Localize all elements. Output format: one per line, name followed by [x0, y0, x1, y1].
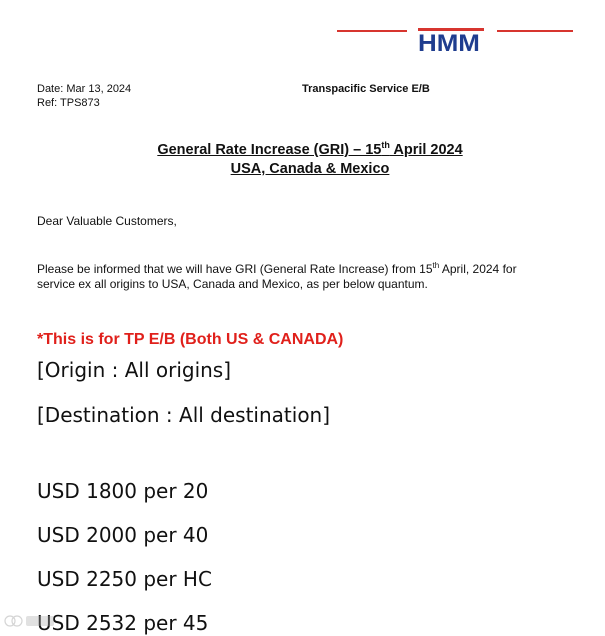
title-text-pre: General Rate Increase (GRI) – 15 — [157, 142, 382, 158]
service-name: Transpacific Service E/B — [302, 83, 430, 95]
logo-right-line — [497, 30, 573, 32]
announcement-paragraph — [37, 262, 597, 292]
title-superscript: th — [381, 140, 390, 151]
document-title — [0, 141, 605, 159]
logo-left-line — [337, 30, 407, 32]
title-text-post: April 2024 — [389, 142, 463, 158]
document-date: Date: Mar 13, 2024 — [37, 83, 132, 95]
paragraph-superscript: th — [432, 261, 440, 270]
destination-line: [Destination : All destination] — [37, 403, 331, 427]
scope-note: *This is for TP E/B (Both US & CANADA) — [37, 331, 344, 348]
watermark-icon — [4, 612, 56, 630]
paragraph-part2: April, 2024 for — [439, 262, 517, 276]
document-subtitle: USA, Canada & Mexico — [230, 161, 390, 177]
document-ref: Ref: TPS873 — [37, 97, 100, 109]
paragraph-part1: Please be informed that we will have GRI (General Rate Increase) from 15 — [37, 262, 433, 276]
logo-text: HMM — [418, 30, 480, 57]
rate-line: USD 1800 per 20 — [37, 479, 209, 503]
greeting: Dear Valuable Customers, — [37, 214, 177, 228]
origin-line: [Origin : All origins] — [37, 358, 232, 382]
paragraph-line2: service ex all origins to USA, Canada and Mexico, as per below quantum. — [37, 277, 428, 291]
rate-line: USD 2532 per 45 — [37, 611, 209, 635]
rate-line: USD 2000 per 40 — [37, 523, 209, 547]
rate-line: USD 2250 per HC — [37, 567, 212, 591]
